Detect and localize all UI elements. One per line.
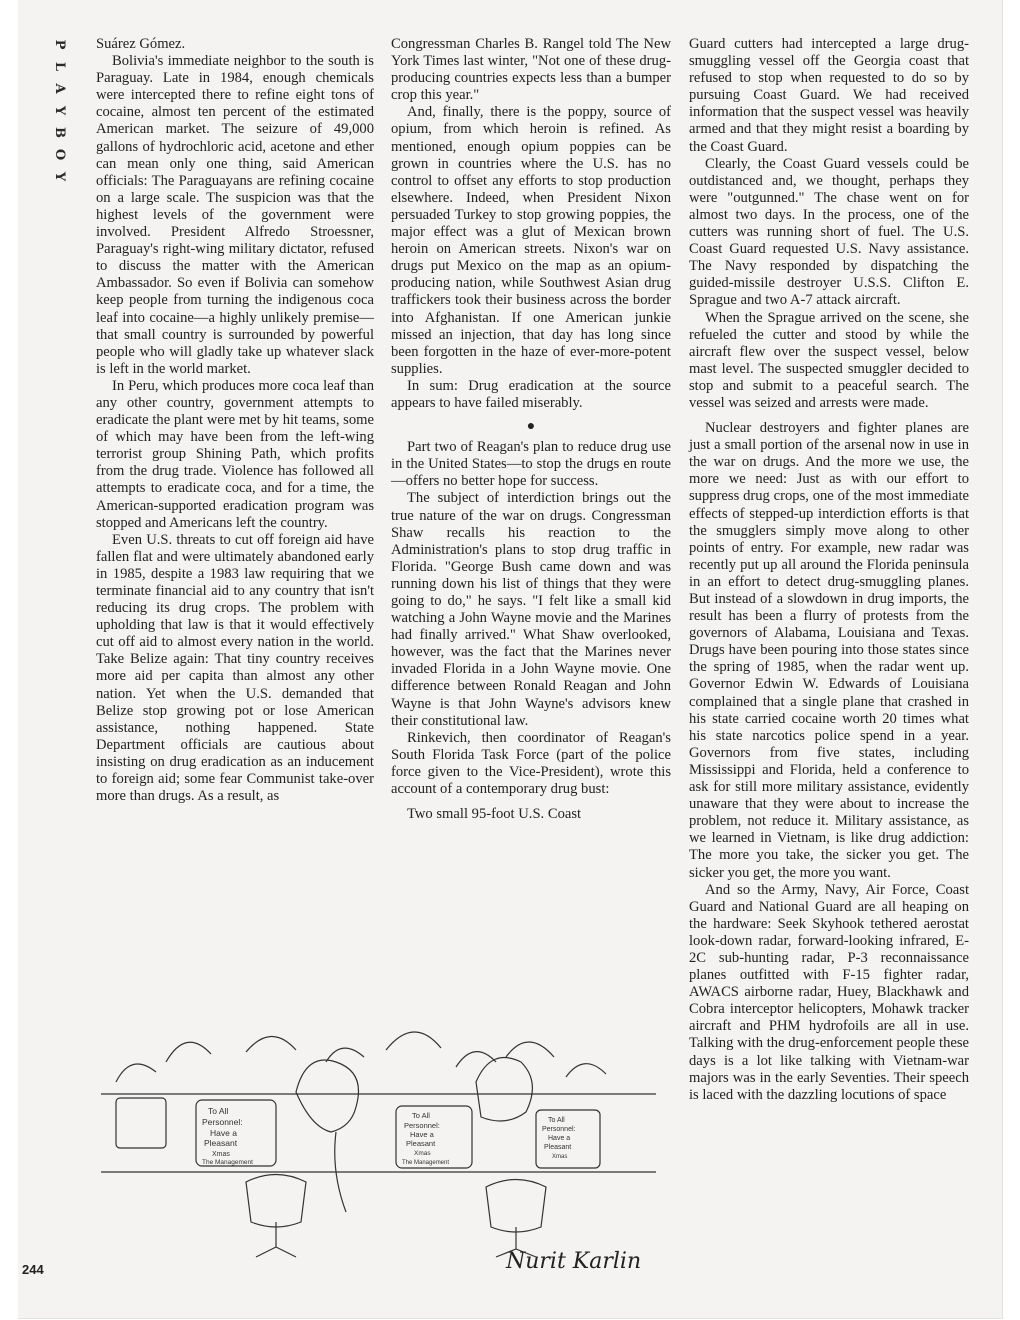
paragraph: Clearly, the Coast Guard vessels could be outdistanced and, we thought, perhaps they were "outgunned." The chase went on for almost two days. In the process, one of the cutters was running short of fuel. The U.S. Coast Guard requested U.S. Navy assistance. The Navy responded by dispatching the guided-missile destroyer U.S.S. Clifton E. Sprague and two A-7 attack aircraft.: [689, 155, 969, 309]
screen-text: Have a: [548, 1135, 571, 1142]
masthead-letter: Y: [52, 105, 67, 117]
paragraph: Two small 95-foot U.S. Coast: [407, 806, 582, 823]
monitor: [396, 1106, 472, 1168]
paragraph: And, finally, there is the poppy, source of opium, from which heroin is refined. As mentioned, enough opium poppies can be grown in countries where the U.S. has no control to offset any efforts to stop production elsewhere. Indeed, when President Nixon persuaded Turkey to stop growing poppies, the major effect was a glut of Mexican brown heroin on American streets. Nixon's war on drugs put Mexico on the map as an opium-producing nation, while Southwest Asian drug traffickers took their business across the border into Afghanistan. If one American junkie missed an injection, that day has long since been forgotten in the haze of ever-more-potent supplies.: [391, 104, 671, 377]
text-column-3: [689, 36, 969, 1104]
screen-text: To All: [548, 1117, 565, 1124]
screen-text: Pleasant: [204, 1138, 238, 1148]
screen-text: Personnel:: [542, 1126, 576, 1133]
masthead-letter: O: [52, 148, 67, 162]
masthead-letter: P: [52, 39, 67, 51]
paragraph: Guard cutters had intercepted a large drug-smuggling vessel off the Georgia coast that refused to stop when requested to do so by pursuing Coast Guard. We had received information that the suspect vessel was heavily armed and that they might resist a boarding by the Coast Guard.: [689, 36, 969, 155]
office-chair: [246, 1175, 306, 1258]
screen-text: Personnel:: [202, 1117, 243, 1127]
office-chair: [486, 1180, 546, 1258]
monitor-small: [116, 1098, 166, 1148]
paragraph: When the Sprague arrived on the scene, she refueled the cutter and stood by while the aircraft flew over the suspect vessel, below mast level. The suspected smuggler decided to stop and submit to a peaceful search. The vessel was seized and arrests were made.: [689, 309, 969, 411]
magazine-page: [18, 0, 1003, 1319]
screen-text: Pleasant: [406, 1139, 436, 1148]
masthead-letter: Y: [52, 171, 67, 183]
screen-text: Xmas: [552, 1154, 568, 1160]
paragraph: Congressman Charles B. Rangel told The New York Times last winter, "Not one of these drug-producing countries expects less than a bumper crop this year.": [391, 36, 671, 104]
screen-text: To All: [412, 1111, 430, 1120]
screen-text: Pleasant: [544, 1144, 572, 1151]
paragraph: The subject of interdiction brings out the true nature of the war on drugs. Congressman Shaw recalls his reaction to the Administration's plans to stop drug traffic in Florida. "George Bush came down and was running down his list of things that they were going to do," he says. "I felt like a small kid watching a John Wayne movie and the Marines had finally arrived." What Shaw overlooked, however, was the fact that the Marines never invaded Florida in a John Wayne movie. One difference between Ronald Reagan and John Wayne is that John Wayne's advisors knew their constitutional law.: [391, 490, 671, 729]
screen-text: Personnel:: [404, 1121, 440, 1130]
section-break-bullet: ●: [526, 419, 536, 435]
paragraph: Even U.S. threats to cut off foreign aid have fallen flat and were ultimately abandoned early in 1985, despite a 1983 law requiring that we terminate financial aid to any country that isn't reducing its drug crops. The problem with upholding that law is that it would effectively cut off aid to almost every nation in the world. Take Belize again: That tiny country receives more aid per capita than almost any other nation. Yet when the U.S. demanded that Belize stop growing pot or lose American assistance, nothing happened. State Department officials are cautious about insisting on drug eradication as an inducement to foreign aid; some fear Communist take-over more than drugs. As a result, as: [96, 531, 374, 805]
paragraph: Nuclear destroyers and fighter planes are just a small portion of the arsenal now in use in the war on drugs. And the more we use, the more we need: Just as with our effort to suppress drug crops, one of the most immediate effects of stepped-up interdiction efforts is that the smugglers simply move along to other points of entry. For example, new radar was recently put up all around the Florida peninsula in an effort to detect drug-smuggling planes. But instead of a slowdown in drug imports, the result has been a flurry of protests from the governors of Alabama, Louisiana and Texas. Drugs have been pouring into those states since the spring of 1985, when the radar went up. Governor Edwin W. Edwards of Louisiana complained that a single plane that crashed in his state carried cocaine worth 20 times what his state narcotics police spend in a year. Governors from five states, including Mississippi and Florida, held a conference to ask for still more military assistance, evidently unaware that they were about to increase the problem, not reduce it. Military assistance, as we learned in Vietnam, is like drug addiction: The more you take, the sicker you get. The sicker you get, the more you want.: [689, 420, 969, 881]
paragraph: In sum: Drug eradication at the source appears to have failed miserably.: [391, 377, 671, 411]
screen-text: Xmas: [212, 1151, 230, 1158]
screen-text: Xmas: [414, 1150, 431, 1157]
masthead-letter: L: [52, 61, 67, 73]
text-column-2: [391, 36, 671, 823]
screen-text: To All: [208, 1106, 229, 1116]
paragraph: In Peru, which produces more coca leaf than any other country, government attempts to eradicate the plant were met by hit teams, some of which may have been from the left-wing terrorist group Shining Path, which profits from the drug trade. Violence has followed all attempts to eradicate coca, and for a time, the American-supported eradication program was stopped and Americans left the country.: [96, 377, 374, 531]
paragraph: Part two of Reagan's plan to reduce drug use in the United States—to stop the drugs en route—offers no better hope for success.: [391, 439, 671, 490]
masthead-letter: A: [52, 83, 67, 95]
screen-text: The Management: [202, 1159, 253, 1166]
cartoon-heads: [116, 1032, 606, 1082]
screen-text: The Management: [402, 1160, 450, 1166]
text-column-1: [96, 36, 374, 805]
paragraph: Rinkevich, then coordinator of Reagan's South Florida Task Force (part of the police force given to the Vice-President), wrote this account of a contemporary drug bust:: [391, 729, 671, 798]
artist-signature: Nurit Karlin: [506, 1249, 642, 1274]
masthead-letter: B: [52, 127, 67, 139]
screen-text: Have a: [210, 1128, 237, 1138]
paragraph: Bolivia's immediate neighbor to the south is Paraguay. Late in 1984, enough chemicals were intercepted there to refine eight tons of cocaine, almost ten percent of the estimated American market. The seizure of 49,000 gallons of hydrochloric acid, acetone and ether can mean only one thing, said American officials: The Paraguayans are refining cocaine on a large scale. The suspicion was that the highest levels of the government were involved. President Alfredo Stroessner, Paraguay's right-wing military dictator, refused to discuss the matter with the American Ambassador. So even if Bolivia can somehow keep people from turning the indigenous coca leaf into cocaine—a highly unlikely premise—that small country is surrounded by powerful people who will gladly take up whatever slack is left in the world market.: [96, 53, 374, 377]
office-cartoon: [96, 1022, 676, 1278]
page-number: 244: [22, 1262, 44, 1277]
paragraph: And so the Army, Navy, Air Force, Coast Guard and National Guard are all heaping on the hardware: Seek Skyhook tethered aerostat look-down radar, forward-looking infrared, E-2C sub-hunting radar, P-3 reconnaissance planes outfitted with F-15 fighter radar, AWACS airborne radar, Huey, Blackhawk and Cobra interceptor helicopters, Mohawk tracker aircraft and PHM hydrofoils are all in use. Talking with the drug-enforcement people these days is a lot like talking with Vietnam-war majors was in the early Seventies. Their speech is laced with the dazzling locutions of space: [689, 881, 969, 1103]
masthead-vertical: [48, 34, 67, 188]
paragraph: Suárez Gómez.: [96, 36, 186, 52]
screen-text: Have a: [410, 1130, 434, 1139]
